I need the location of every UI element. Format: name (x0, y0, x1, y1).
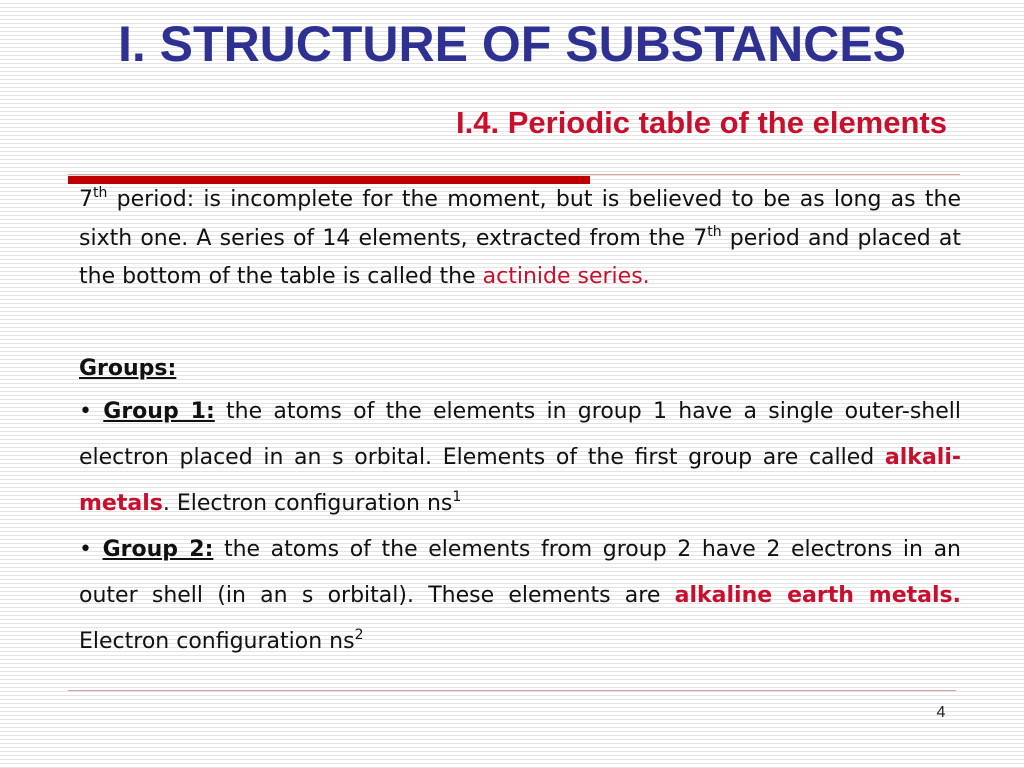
alkali-metals-term: alkali-metals (79, 445, 961, 516)
header-divider-thin (68, 174, 960, 175)
page-number: 4 (936, 704, 946, 721)
period-ordinal-suffix: th (93, 185, 108, 201)
group-1-paragraph (79, 389, 961, 527)
group-1-text-2: . Electron configuration ns (162, 491, 453, 516)
slide-subtitle: I.4. Periodic table of the elements (456, 105, 947, 140)
group-1-label: Group 1: (103, 399, 215, 424)
bullet: • (79, 399, 92, 424)
group-2-label: Group 2: (102, 537, 214, 562)
group-1-text-1: the atoms of the elements in group 1 have a single outer-shell electron placed in an s orbital. Elements of the first group are called (79, 399, 961, 470)
group-1-superscript: 1 (452, 489, 462, 505)
period-ordinal-2: 7 (693, 225, 708, 251)
groups-heading: Groups: (79, 356, 177, 381)
actinide-series-term: actinide series. (482, 264, 650, 289)
period-text-2: period and placed at the bottom of the table is called the (79, 225, 961, 289)
alkaline-earth-metals-term: alkaline earth metals. (674, 583, 962, 608)
slide-title: I. STRUCTURE OF SUBSTANCES (118, 16, 906, 72)
bullet: • (79, 537, 92, 562)
period-7-paragraph (79, 181, 961, 297)
period-text-1: period: is incomplete for the moment, but is believed to be as long as the sixth one. A series of 14 elements, extracted from the (79, 187, 961, 251)
period-ordinal-2-suffix: th (707, 223, 722, 240)
period-ordinal: 7 (79, 187, 93, 212)
group-2-text-2: Electron configuration ns (79, 629, 355, 654)
group-2-paragraph (79, 527, 961, 665)
footer-divider (68, 690, 956, 691)
group-2-text-1: the atoms of the elements from group 2 have 2 electrons in an outer shell (in an s orbital). These elements are (79, 537, 961, 608)
group-2-superscript: 2 (354, 627, 364, 643)
